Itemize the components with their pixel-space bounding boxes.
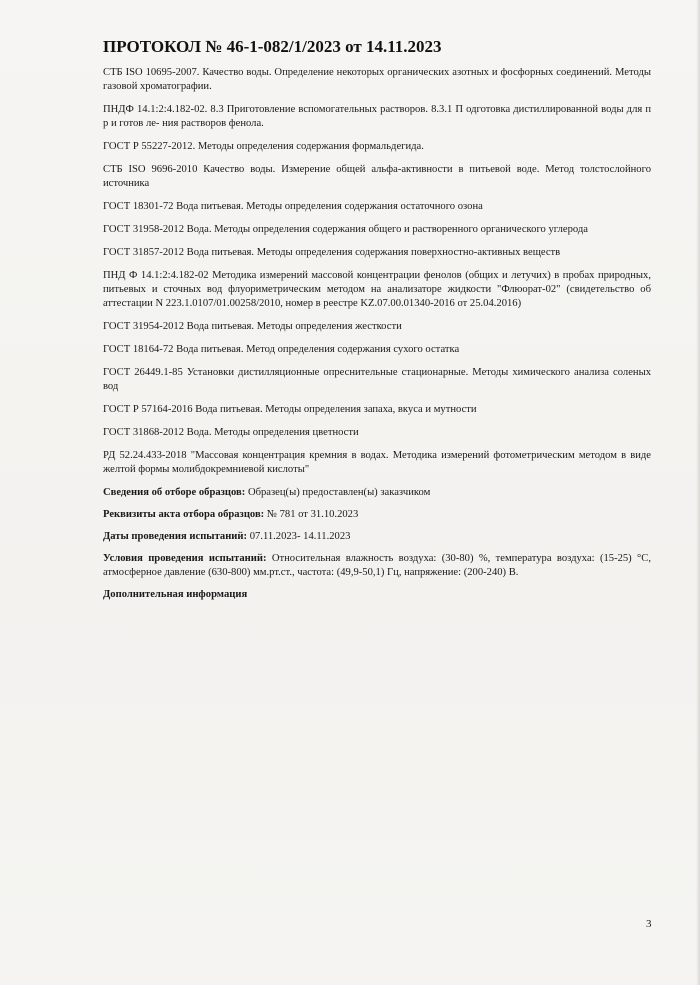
additional-info-label: Дополнительная информация — [103, 589, 248, 600]
standard-item: ГОСТ 31857-2012 Вода питьевая. Методы определения содержания поверхностно-активных веществ — [103, 247, 561, 258]
standard-item: ГОСТ 18301-72 Вода питьевая. Методы определения содержания остаточного озона — [103, 201, 483, 212]
standard-item: ГОСТ Р 57164-2016 Вода питьевая. Методы определения запаха, вкуса и мутности — [103, 404, 477, 415]
test-conditions-label: Условия проведения испытаний: — [103, 553, 267, 564]
scan-edge-shadow — [696, 0, 700, 985]
sampling-info — [103, 486, 651, 500]
sampling-act-label: Реквизиты акта отбора образцов: — [103, 509, 265, 520]
test-dates-label: Даты проведения испытаний: — [103, 531, 248, 542]
standard-item: ПНД Ф 14.1:2:4.182-02 Методика измерений массовой концентрации фенолов (общих и летучих) в пробах природных, питьевых и сточных вод флуориметрическим методом на анализаторе жидкости "Флюорат-02" (свидетельство об аттестации N 223.1.0107/01.00258/2010, номер в реестре KZ.07.00.01340-2016 от 25.04.2016) — [103, 270, 651, 309]
standard-item: ГОСТ 18164-72 Вода питьевая. Метод определения содержания сухого остатка — [103, 344, 460, 355]
sampling-info-value: Образец(ы) предоставлен(ы) заказчиком — [245, 487, 431, 498]
page-number: 3 — [646, 918, 652, 930]
test-conditions-value: Относительная влажность воздуха: (30-80) %, температура воздуха: (15-25) °С, атмосферное давление (630-800) мм.рт.ст., частота: (49,9-50,1) Гц, напряжение: (200-240) В. — [103, 553, 652, 578]
standard-item: ГОСТ Р 55227-2012. Методы определения содержания формальдегида. — [103, 141, 424, 152]
sampling-info-label: Сведения об отборе образцов: — [103, 487, 246, 498]
sampling-act-value: № 781 от 31.10.2023 — [264, 509, 359, 520]
standards-list — [103, 66, 651, 477]
standard-item: СТБ ISO 9696-2010 Качество воды. Измерение общей альфа-активности в питьевой воде. Метод толстослойного источника — [103, 164, 651, 189]
additional-info — [103, 588, 651, 602]
test-conditions — [103, 552, 651, 580]
standard-item: ПНДФ 14.1:2:4.182-02. 8.3 Приготовление вспомогательных растворов. 8.3.1 П одготовка дистиллированной воды для п р и готов ле- ния растворов фенола. — [103, 104, 651, 129]
test-dates — [103, 530, 651, 544]
standard-item: ГОСТ 31868-2012 Вода. Методы определения цветности — [103, 427, 359, 438]
test-dates-value: 07.11.2023- 14.11.2023 — [247, 531, 351, 542]
page-content — [103, 36, 651, 610]
standard-item: РД 52.24.433-2018 "Массовая концентрация кремния в водах. Методика измерений фотометрическим методом в виде желтой формы молибдокремниевой кислоты" — [103, 450, 651, 475]
standard-item: ГОСТ 26449.1-85 Установки дистилляционные опреснительные стационарные. Методы химического анализа соленых вод — [103, 367, 651, 392]
standard-item: ГОСТ 31954-2012 Вода питьевая. Методы определения жесткости — [103, 321, 402, 332]
sampling-act — [103, 508, 651, 522]
standard-item: ГОСТ 31958-2012 Вода. Методы определения содержания общего и растворенного органического углерода — [103, 224, 588, 235]
protocol-title: ПРОТОКОЛ № 46-1-082/1/2023 от 14.11.2023 — [103, 37, 442, 56]
standard-item: СТБ ISO 10695-2007. Качество воды. Определение некоторых органических азотных и фосфорных соединений. Методы газовой хроматографии. — [103, 67, 651, 92]
